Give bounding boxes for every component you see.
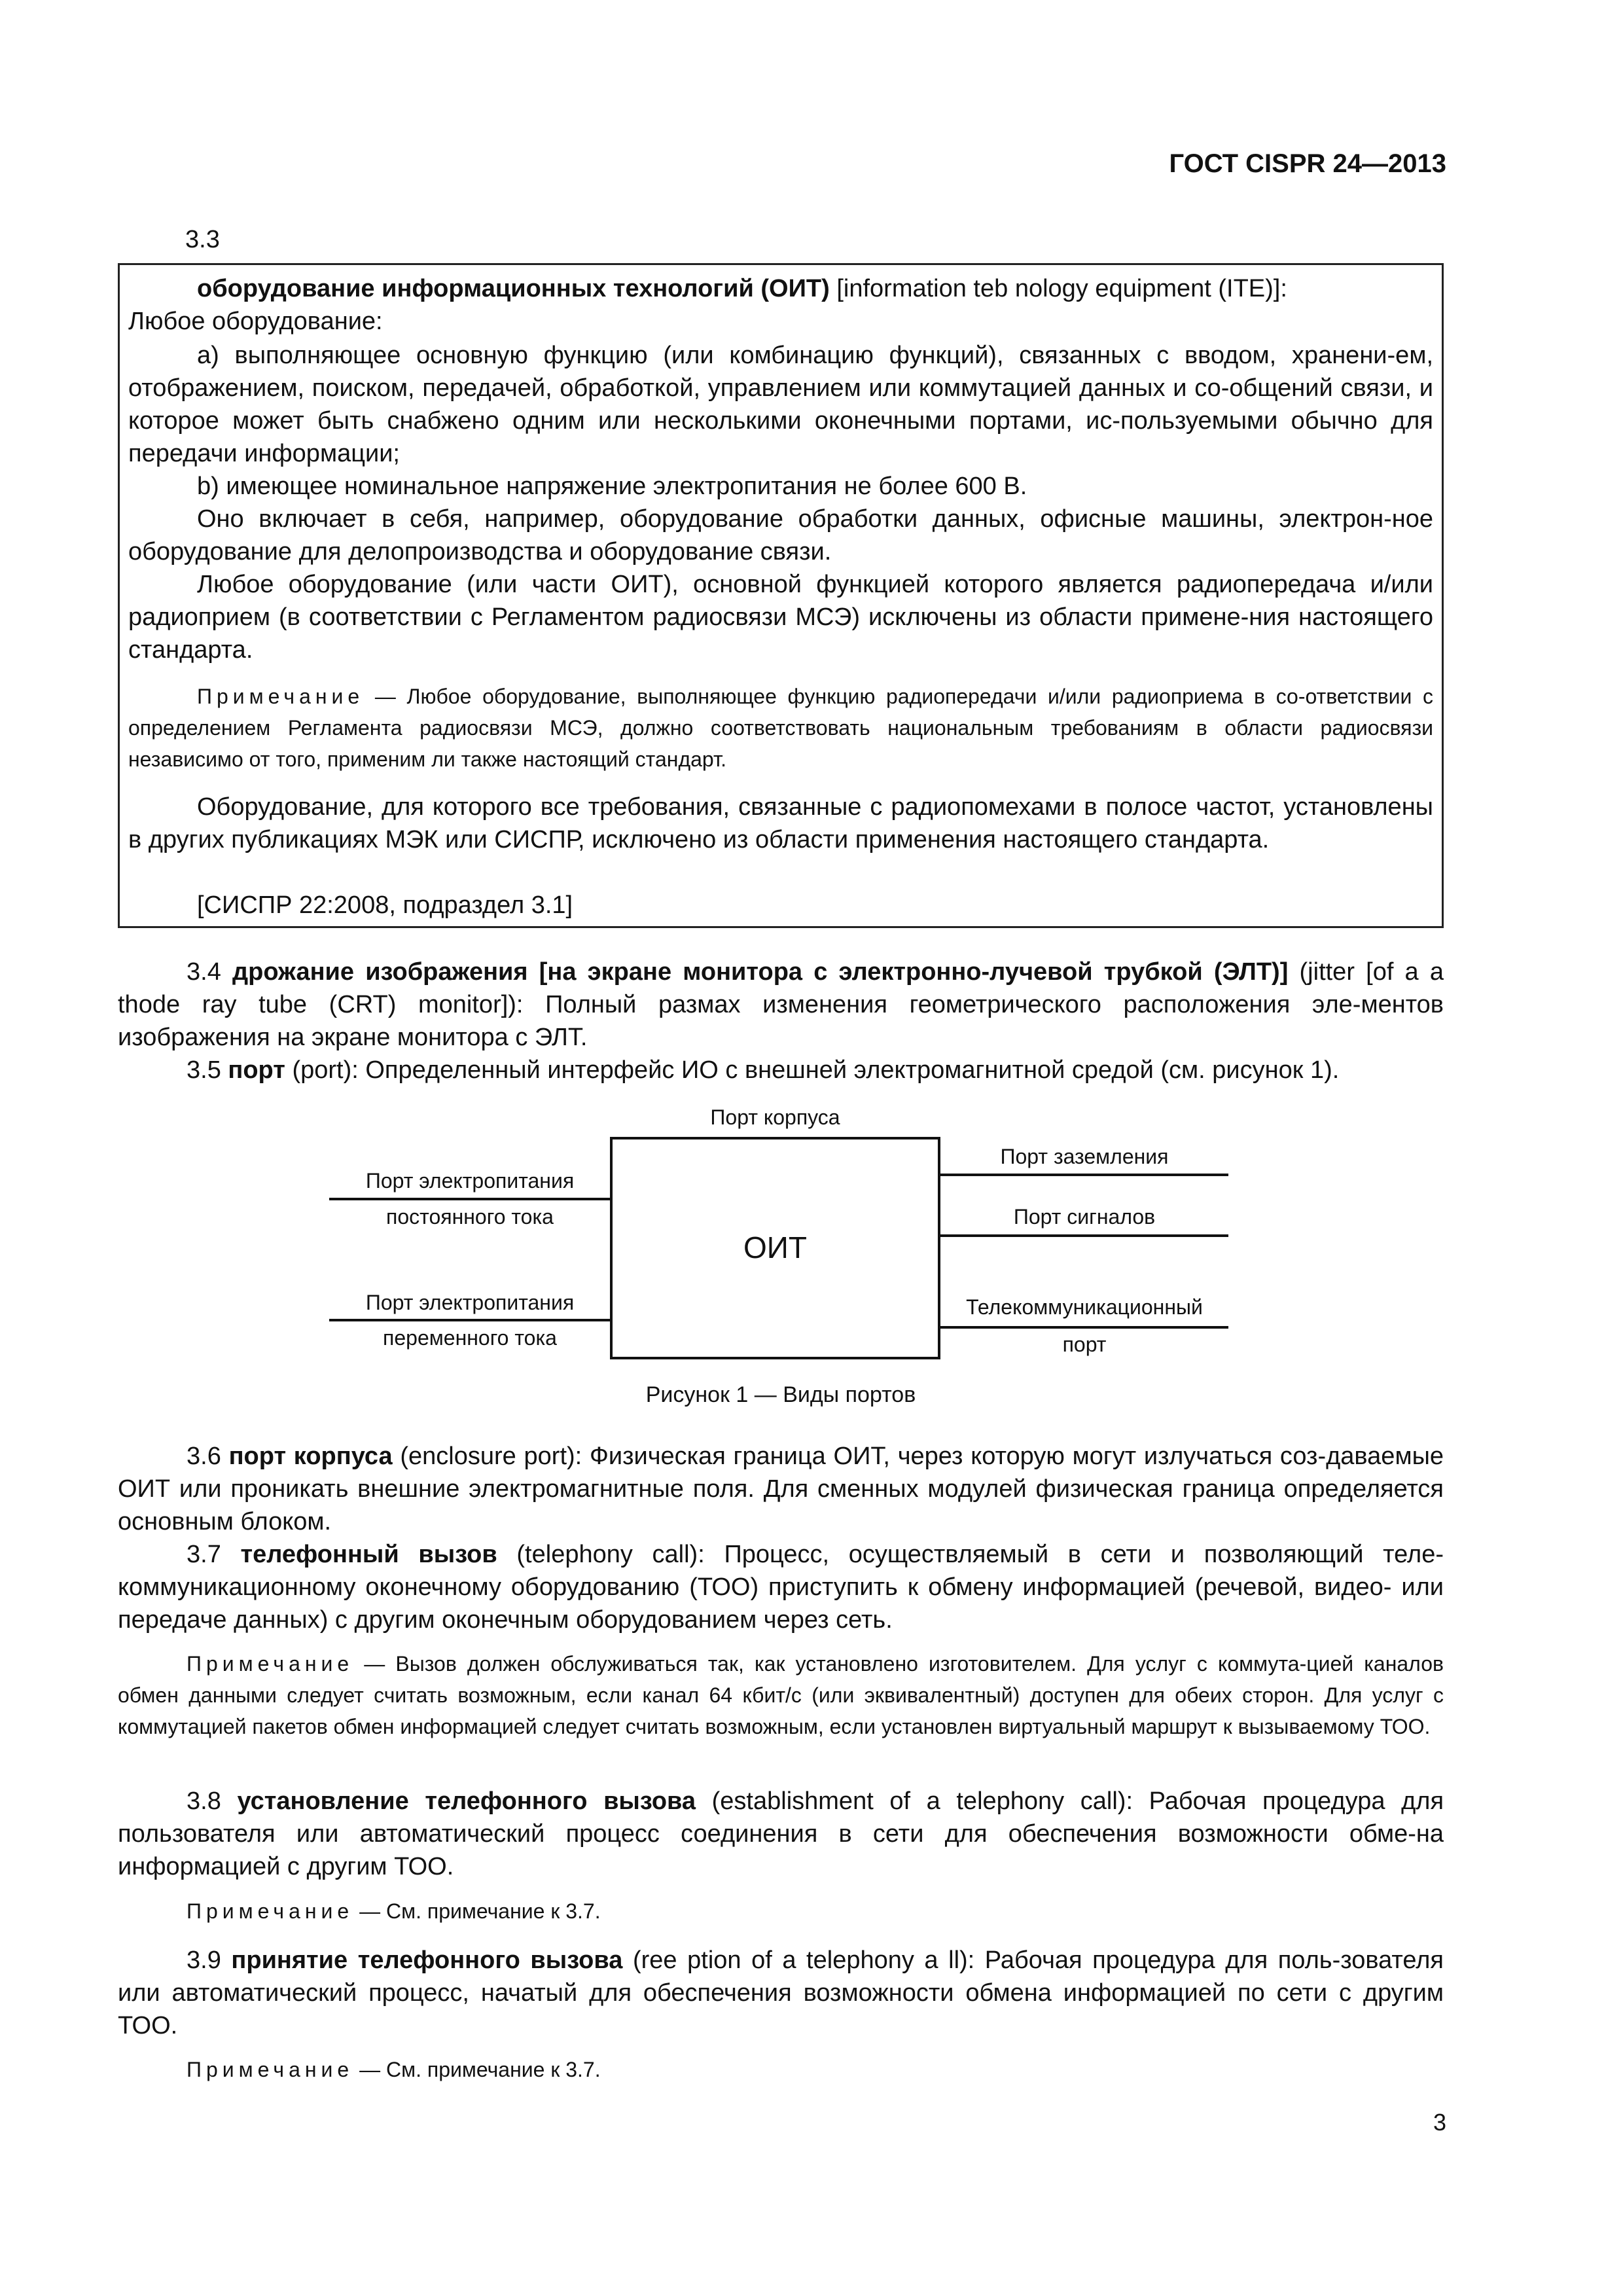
section-3-7-number: 3.7 [187, 1541, 221, 1568]
section-3-3-equipment: Оборудование, для которого все требования, связанные с радиопомехами в полосе частот, установлены в других публикациях МЭК или СИСПР, исключено из области применения настоящего стандарта. [128, 793, 1433, 853]
section-3-9-text: (ree ption of a telephony a ll): Рабочая процедура для поль-зователя или автоматический процесс, начатый для обеспечения возможности обмена информацией по сети с другим ТОО. [118, 1946, 1444, 2039]
ac-power-line [329, 1319, 611, 1321]
section-3-7-term: телефонный вызов [240, 1541, 497, 1568]
dc-power-line [329, 1198, 611, 1200]
section-3-6-text: (enclosure port): Физическая граница ОИТ, через которую могут излучаться соз-даваемые ОИТ или проникать внешние электромагнитные поля. Для сменных модулей физическая граница определяется основным блоком. [118, 1443, 1444, 1535]
section-3-5-term: порт [228, 1056, 285, 1084]
section-3-7-text: (telephony call): Процесс, осуществляемый в сети и позволяющий теле-коммуникационному оконечному оборудованию (ТОО) приступить к обмену информацией (речевой, видео- или передаче данных) с другим оконечным оборудованием через сеть. [118, 1541, 1444, 1634]
section-3-7-note [118, 1648, 1444, 1742]
ac-power-label-1: Порт электропитания [365, 1291, 575, 1314]
section-3-5-text: (port): Определенный интерфейс ИО с внешней электромагнитной средой (см. рисунок 1). [285, 1056, 1340, 1084]
section-3-5 [118, 1054, 1444, 1086]
section-3-3-term [128, 272, 1433, 305]
section-3-3-line1: Любое оборудование: [128, 308, 383, 335]
document-header: ГОСТ CISPR 24—2013 [1169, 149, 1446, 178]
section-3-8-note [118, 1895, 1444, 1927]
section-3-6-term: порт корпуса [228, 1443, 393, 1470]
ac-power-label-2: переменного тока [383, 1326, 557, 1350]
note-label: Примечание [187, 1652, 354, 1676]
figure-caption: Рисунок 1 — Виды портов [645, 1382, 916, 1407]
section-3-3-number: 3.3 [185, 226, 220, 253]
note-text: — См. примечание к 3.7. [353, 1899, 601, 1923]
section-3-9-term: принятие телефонного вызова [231, 1946, 623, 1974]
ground-port-line [940, 1174, 1228, 1176]
signal-port-line [940, 1234, 1228, 1237]
section-3-9 [118, 1944, 1444, 2042]
telecom-port-label-1: Телекоммуникационный [966, 1295, 1203, 1319]
enclosure-port-label: Порт корпуса [710, 1105, 840, 1129]
section-3-9-number: 3.9 [187, 1946, 221, 1974]
section-3-3-note [128, 681, 1433, 775]
section-3-4-number: 3.4 [187, 958, 221, 986]
term-ite: оборудование информационных технологий (ОИТ) [197, 275, 830, 302]
note-label: Примечание [187, 1899, 354, 1923]
ground-port-label: Порт заземления [1000, 1145, 1169, 1168]
page-number: 3 [1433, 2109, 1446, 2136]
note-text: — См. примечание к 3.7. [353, 2058, 601, 2081]
section-3-4-text: (jitter [of a a thode ray tube (CRT) monitor]): Полный размах изменения геометрического расположения эле-ментов изображения на экране монитора с ЭЛТ. [118, 958, 1444, 1051]
dc-power-label-2: постоянного тока [386, 1205, 554, 1229]
section-3-4 [118, 956, 1444, 1054]
section-3-8-term: установление телефонного вызова [237, 1787, 696, 1815]
section-3-9-note [118, 2054, 1444, 2085]
section-3-3-item-a: а) выполняющее основную функцию (или комбинацию функций), связанных с вводом, хранени-ем, отображением, поиском, передачей, обработкой, управлением или коммутацией данных и со-общений связи, и которое может быть снабжено одним или несколькими оконечными портами, ис-пользуемыми обычно для передачи информации; [128, 342, 1433, 467]
section-3-5-number: 3.5 [187, 1056, 221, 1084]
note-label: Примечание [197, 685, 365, 708]
section-3-3-reference: [СИСПР 22:2008, подраздел 3.1] [197, 891, 573, 919]
note-text: — Вызов должен обслуживаться так, как установлено изготовителем. Для услуг с коммута-цией каналов обмен данными следует считать возможным, если канал 64 кбит/с (или эквивалентный) доступен для обеих сторон. Для услуг с коммутацией пакетов обмен информацией следует считать возможным, если установлен виртуальный маршрут к вызываемому ТОО. [118, 1652, 1444, 1738]
term-ite-en: [information teb nology equipment (ITE)]: [829, 275, 1287, 302]
signal-port-label: Порт сигналов [1013, 1205, 1156, 1229]
section-3-8-number: 3.8 [187, 1787, 221, 1815]
telecom-port-label-2: порт [1062, 1333, 1107, 1356]
section-3-7 [118, 1538, 1444, 1636]
telecom-port-line [940, 1326, 1228, 1329]
section-3-8-text: (establishment of a telephony call): Рабочая процедура для пользователя или автоматический процесс соединения в сети для обеспечения возможности обме-на информацией с другим ТОО. [118, 1787, 1444, 1880]
section-3-6 [118, 1440, 1444, 1538]
ite-block-label: ОИТ [743, 1230, 807, 1265]
section-3-6-number: 3.6 [187, 1443, 221, 1470]
dc-power-label-1: Порт электропитания [365, 1169, 575, 1193]
section-3-3-exclusion: Любое оборудование (или части ОИТ), основной функцией которого является радиопередача и/или радиоприем (в соответствии с Регламентом радиосвязи МСЭ) исключены из области примене-ния настоящего стандарта. [128, 571, 1433, 664]
note-text: — Любое оборудование, выполняющее функцию радиопередачи и/или радиоприема в со-ответствии с определением Регламента радиосвязи МСЭ, должно соответствовать национальным требованиям в области радиосвязи независимо от того, применим ли также настоящий стандарт. [128, 685, 1433, 771]
section-3-3-item-b: b) имеющее номинальное напряжение электропитания не более 600 В. [197, 473, 1027, 500]
section-3-3-includes: Оно включает в себя, например, оборудование обработки данных, офисные машины, электрон-ное оборудование для делопроизводства и оборудование связи. [128, 505, 1433, 565]
section-3-4-term: дрожание изображения [на экране монитора с электронно-лучевой трубкой (ЭЛТ)] [232, 958, 1289, 986]
note-label: Примечание [187, 2058, 354, 2081]
section-3-8 [118, 1785, 1444, 1883]
